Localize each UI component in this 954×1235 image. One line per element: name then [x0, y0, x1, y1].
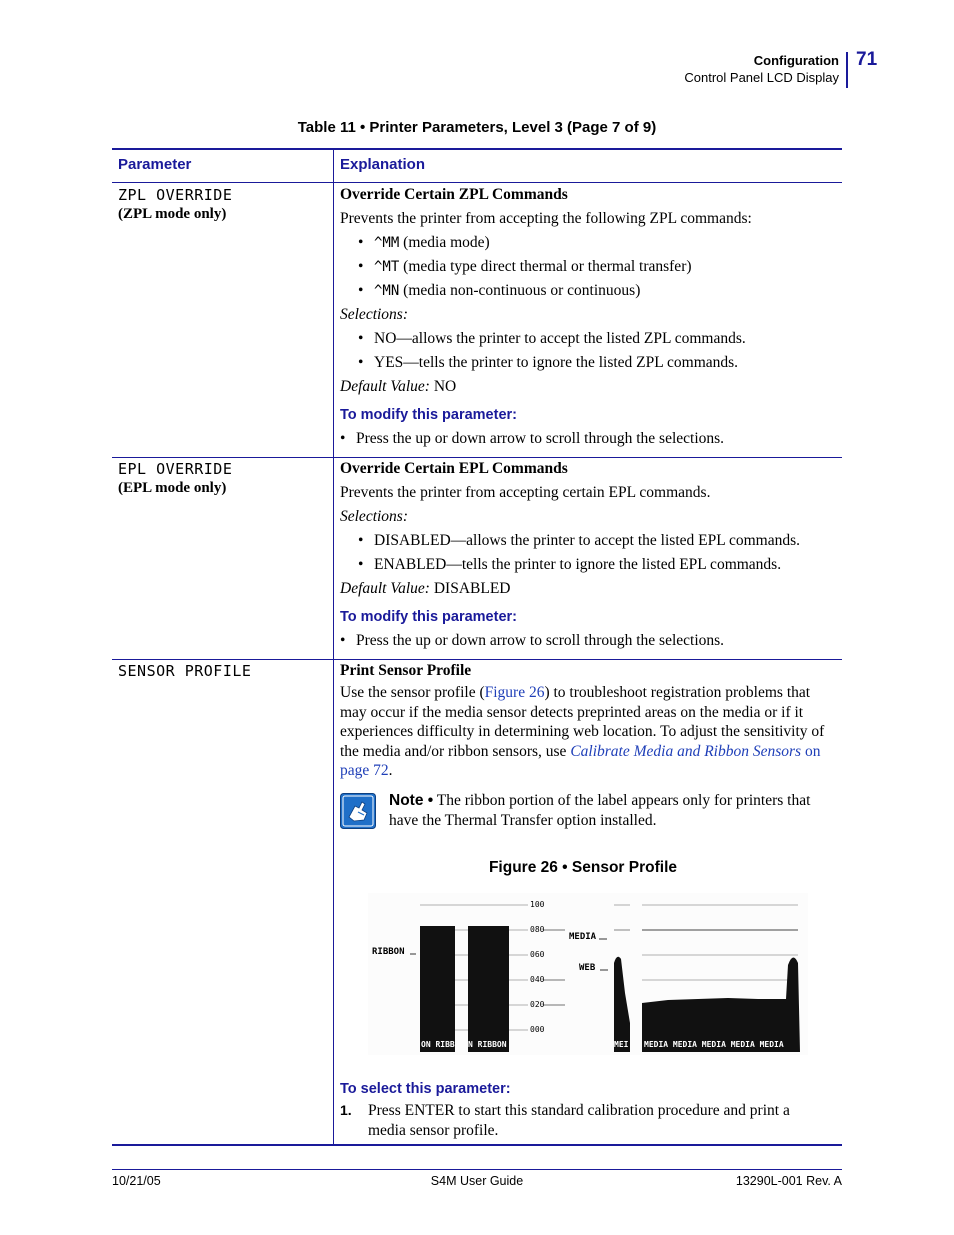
para-text: Use the sensor profile ( — [340, 684, 485, 701]
param-mode: (ZPL mode only) — [118, 206, 227, 222]
param-cell-zpl-override — [118, 186, 232, 223]
selections-list — [340, 529, 832, 577]
param-name: ZPL OVERRIDE — [118, 186, 233, 204]
step-number: 1. — [340, 1102, 352, 1118]
column-divider — [333, 149, 334, 1145]
table-top-rule — [112, 148, 842, 150]
list-item: • Press the up or down arrow to scroll through the selections. — [340, 629, 832, 653]
explanation-heading: Override Certain EPL Commands — [340, 460, 568, 477]
col-header-parameter: Parameter — [118, 156, 192, 173]
media-web-peak — [614, 957, 630, 1052]
note-text — [389, 791, 829, 830]
sensor-profile-figure — [368, 893, 808, 1055]
list-item — [358, 231, 832, 255]
tick-label-100: 100 — [530, 900, 545, 909]
list-item: • DISABLED—allows the printer to accept the listed EPL commands. — [358, 529, 832, 553]
tick-label-060: 060 — [530, 950, 545, 959]
para-text: ) to troubleshoot registration problems that may occur if the media sensor detects preprinted areas on the media or if it experiences difficulty in determining web location. To adjust the sensitivity of the media and/or ribbon sensors, use — [340, 684, 825, 760]
list-item: • ENABLED—tells the printer to ignore the listed EPL commands. — [358, 553, 832, 577]
media-stub-text: MEI — [614, 1040, 629, 1049]
explanation-cell-zpl-override — [340, 183, 832, 451]
list-item: • YES—tells the printer to ignore the listed ZPL commands. — [358, 351, 832, 375]
list-item — [358, 255, 832, 279]
command-desc: (media non-continuous or continuous) — [399, 282, 641, 299]
note-hand-icon — [340, 793, 376, 829]
procedure-list — [340, 629, 832, 653]
tick-label-020: 020 — [530, 1000, 545, 1009]
param-cell-sensor-profile — [118, 662, 251, 680]
procedure-heading: To modify this parameter: — [340, 609, 517, 625]
ribbon-bar-1 — [420, 926, 455, 1052]
cross-reference-link[interactable]: Calibrate Media and Ribbon Sensors — [570, 742, 802, 760]
page-reference-link[interactable]: on page 72 — [340, 742, 821, 779]
explanation-intro: Prevents the printer from accepting certain EPL commands. — [340, 484, 711, 501]
explanation-heading: Override Certain ZPL Commands — [340, 186, 568, 203]
explanation-cell-epl-override — [340, 457, 832, 653]
procedure-heading: To select this parameter: — [340, 1081, 511, 1097]
ribbon-bar-2-text: N RIBBON — [468, 1040, 507, 1049]
header-section: Configuration — [753, 53, 839, 68]
default-label: Default Value: — [340, 378, 430, 395]
tick-label-040: 040 — [530, 975, 545, 984]
media-band — [642, 957, 800, 1052]
command-desc: (media type direct thermal or thermal transfer) — [399, 258, 692, 275]
default-value — [340, 375, 832, 399]
list-item — [358, 279, 832, 303]
footer-title: S4M User Guide — [430, 1174, 524, 1188]
page-number: 71 — [856, 49, 878, 70]
explanation-paragraph — [340, 683, 832, 781]
ribbon-bar-2 — [468, 926, 509, 1052]
para-text: . — [388, 762, 393, 779]
header-subsection: Control Panel LCD Display — [684, 70, 839, 85]
col-header-explanation: Explanation — [340, 156, 426, 173]
web-label: WEB — [579, 963, 596, 973]
running-header — [684, 52, 839, 86]
param-mode: (EPL mode only) — [118, 480, 227, 496]
procedure-list — [340, 427, 832, 451]
tick-label-000: 000 — [530, 1025, 545, 1034]
media-band-text: MEDIA MEDIA MEDIA MEDIA MEDIA — [644, 1040, 784, 1049]
ribbon-bar-1-text: ON RIBB — [421, 1040, 455, 1049]
explanation-cell-sensor-profile — [340, 659, 832, 781]
footer-rule — [112, 1169, 842, 1170]
default-value — [340, 577, 832, 601]
footer-date: 10/21/05 — [112, 1174, 161, 1188]
table-title: Table 11 • Printer Parameters, Level 3 (Page 7 of 9) — [297, 119, 657, 136]
step-text: Press ENTER to start this standard calibration procedure and print a media sensor profile. — [368, 1102, 790, 1139]
command-desc: (media mode) — [399, 234, 490, 251]
command-code: ^MM — [374, 235, 400, 251]
tick-label-080: 080 — [530, 925, 545, 934]
selections-label: Selections: — [340, 306, 409, 323]
note-label: Note • — [389, 792, 434, 809]
header-divider — [846, 52, 848, 88]
command-code: ^MT — [374, 259, 400, 275]
default-text: DISABLED — [429, 580, 511, 597]
param-name: SENSOR PROFILE — [118, 662, 252, 680]
command-code: ^MN — [374, 283, 400, 299]
note-body: The ribbon portion of the label appears only for printers that have the Thermal Transfer option installed. — [389, 792, 811, 829]
footer-doc-number: 13290L-001 Rev. A — [735, 1174, 842, 1188]
figure-title: Figure 26 • Sensor Profile — [488, 859, 678, 876]
explanation-heading: Print Sensor Profile — [340, 662, 472, 679]
list-item: • Press the up or down arrow to scroll through the selections. — [340, 427, 832, 451]
media-label: MEDIA — [569, 932, 597, 942]
procedure-heading: To modify this parameter: — [340, 407, 517, 423]
table-bottom-rule — [112, 1144, 842, 1146]
param-cell-epl-override — [118, 460, 232, 497]
default-label: Default Value: — [340, 580, 430, 597]
selections-list — [340, 327, 832, 375]
explanation-intro: Prevents the printer from accepting the following ZPL commands: — [340, 210, 752, 227]
default-text: NO — [429, 378, 457, 395]
param-name: EPL OVERRIDE — [118, 460, 233, 478]
list-item: • NO—allows the printer to accept the listed ZPL commands. — [358, 327, 832, 351]
command-list — [340, 231, 832, 303]
ribbon-label: RIBBON — [372, 947, 405, 957]
figure-link[interactable]: Figure 26 — [484, 684, 545, 701]
selections-label: Selections: — [340, 508, 409, 525]
